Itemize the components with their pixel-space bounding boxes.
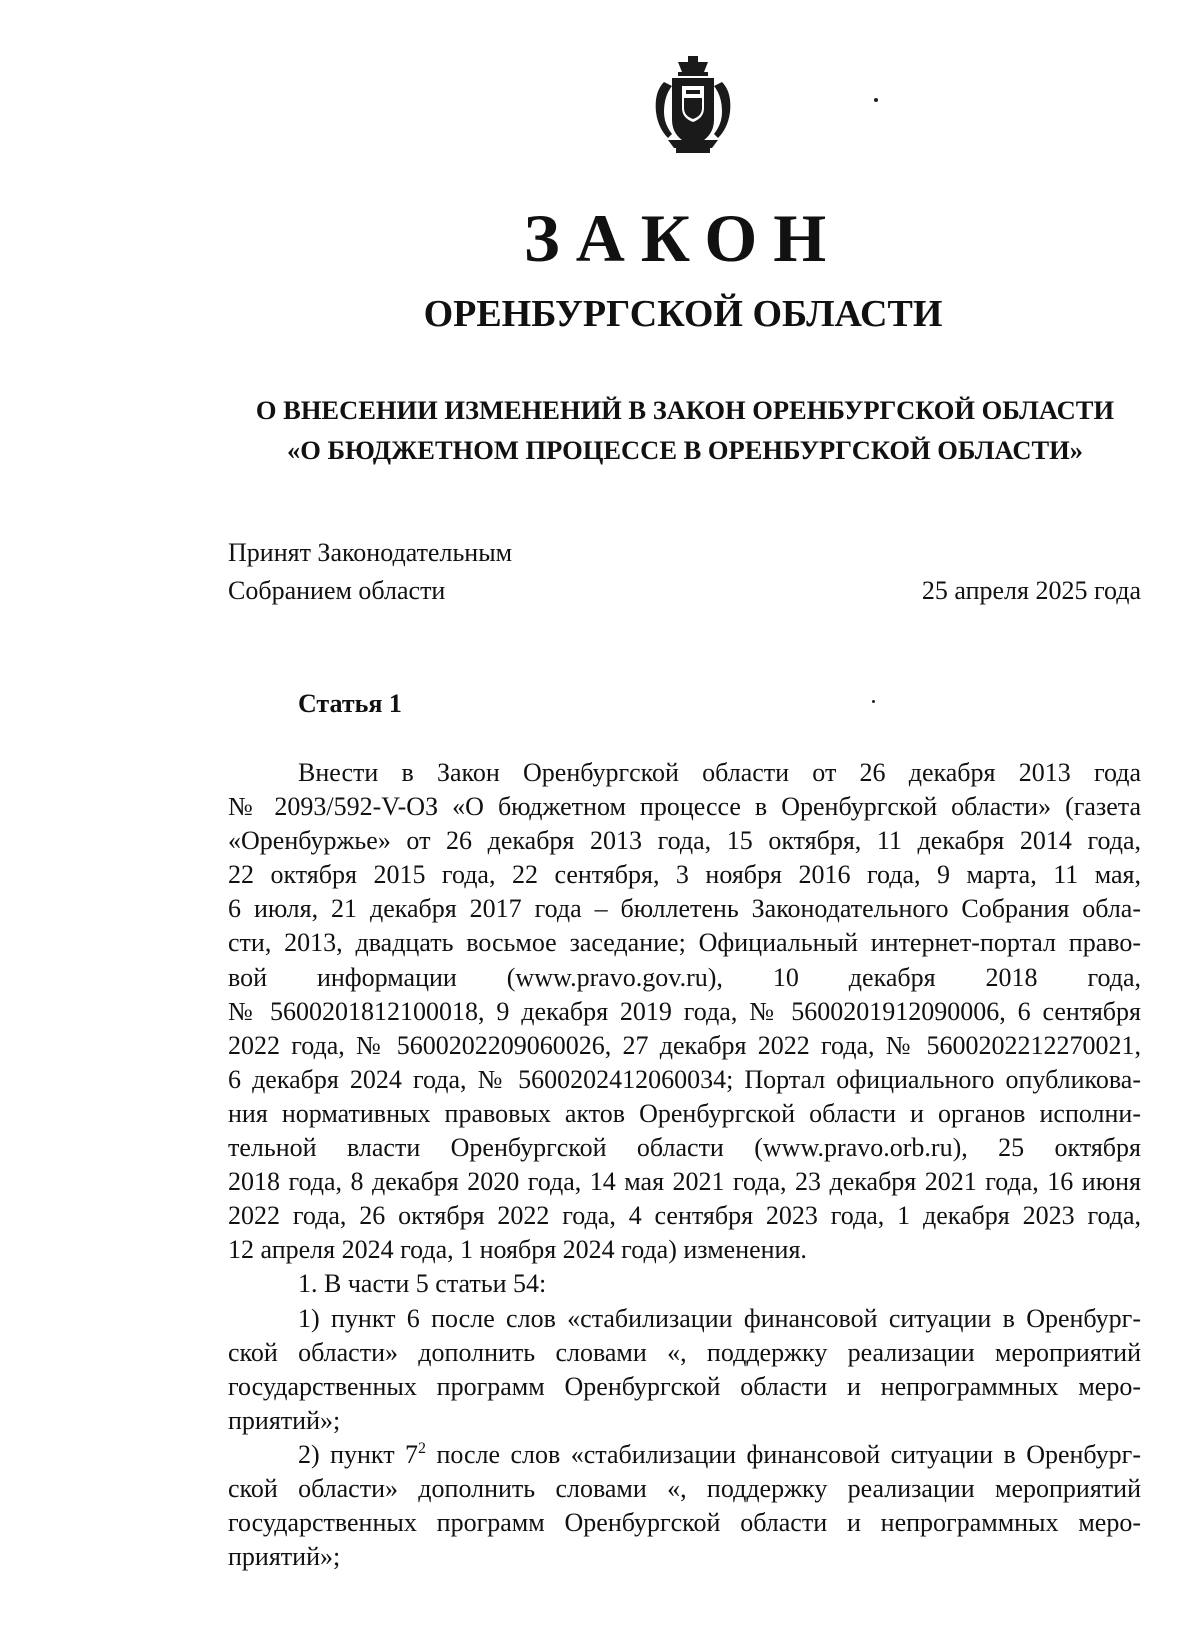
text-line: ской области» дополнить словами «, поддержку реализации мероприятий xyxy=(228,1337,1141,1367)
law-subject-line: «О БЮДЖЕТНОМ ПРОЦЕССЕ В ОРЕНБУРГСКОЙ ОБЛАСТИ» xyxy=(287,435,1083,465)
text-line: «Оренбуржье» от 26 декабря 2013 года, 15 октября, 11 декабря 2014 года, xyxy=(228,826,1141,856)
text-line: № 2093/592-V-ОЗ «О бюджетном процессе в Оренбургской области» (газета xyxy=(228,792,1141,822)
adoption-line: Собранием области xyxy=(228,576,446,605)
text-line: 1) пункт 6 после слов «стабилизации финансовой ситуации в Оренбург- xyxy=(298,1303,1141,1333)
text-line: приятий»; xyxy=(228,1542,341,1572)
text-line: 2022 года, 26 октября 2022 года, 4 сентября 2023 года, 1 декабря 2023 года, xyxy=(228,1201,1141,1231)
document-title: ЗАКОН xyxy=(523,200,843,276)
text-line: государственных программ Оренбургской области и непрограммных меро- xyxy=(228,1371,1141,1401)
article-title: Статья 1 xyxy=(298,689,402,718)
coat-of-arms-emblem xyxy=(648,56,738,154)
text-line: № 5600201812100018, 9 декабря 2019 года, № 5600201912090006, 6 сентября xyxy=(228,996,1141,1026)
scan-speck xyxy=(872,700,875,703)
law-subject-line: О ВНЕСЕНИИ ИЗМЕНЕНИЙ В ЗАКОН ОРЕНБУРГСКОЙ ОБЛАСТИ xyxy=(255,395,1115,425)
text-line: приятий»; xyxy=(228,1405,341,1435)
point-1: 1. В части 5 статьи 54: xyxy=(298,1269,547,1299)
text-line: ния нормативных правовых актов Оренбургской области и органов исполни- xyxy=(228,1098,1141,1128)
text-line: ской области» дополнить словами «, поддержку реализации мероприятий xyxy=(228,1473,1141,1503)
text-line: государственных программ Оренбургской области и непрограммных меро- xyxy=(228,1508,1141,1538)
text-line: сти, 2013, двадцать восьмое заседание; Официальный интернет-портал право- xyxy=(228,928,1141,958)
text-line: тельной власти Оренбургской области (www.pravo.orb.ru), 25 октября xyxy=(228,1133,1141,1163)
text-line: 2022 года, № 5600202209060026, 27 декабря 2022 года, № 5600202212270021, xyxy=(228,1030,1141,1060)
text-line: 2018 года, 8 декабря 2020 года, 14 мая 2021 года, 23 декабря 2021 года, 16 июня xyxy=(228,1167,1141,1197)
text-line: 6 декабря 2024 года, № 5600202412060034; Портал официального опубликова- xyxy=(228,1064,1141,1094)
text-line: Внести в Закон Оренбургской области от 26 декабря 2013 года xyxy=(298,758,1141,787)
adoption-note xyxy=(228,534,512,610)
text-line: вой информации (www.pravo.gov.ru), 10 декабря 2018 года, xyxy=(228,962,1141,992)
document-region: ОРЕНБУРГСКОЙ ОБЛАСТИ xyxy=(423,293,943,335)
text-line: 12 апреля 2024 года, 1 ноября 2024 года) изменения. xyxy=(228,1235,807,1265)
scan-speck xyxy=(874,98,878,102)
law-subject xyxy=(228,390,1142,470)
article-body xyxy=(228,756,1141,1574)
subpoint-2-first-line xyxy=(228,1438,1141,1472)
adoption-date: 25 апреля 2025 года xyxy=(921,576,1141,605)
text-line: 22 октября 2015 года, 22 сентября, 3 ноября 2016 года, 9 марта, 11 мая, xyxy=(228,860,1141,890)
superscript: 2 xyxy=(418,1439,427,1457)
subpoint-2-prefix: 2) пункт 7 xyxy=(298,1439,419,1469)
text-line: 6 июля, 21 декабря 2017 года – бюллетень Законодательного Собрания обла- xyxy=(228,894,1141,924)
adoption-line: Принят Законодательным xyxy=(228,538,513,567)
subpoint-2-rest: после слов «стабилизации финансовой ситуации в Оренбург- xyxy=(426,1439,1141,1469)
